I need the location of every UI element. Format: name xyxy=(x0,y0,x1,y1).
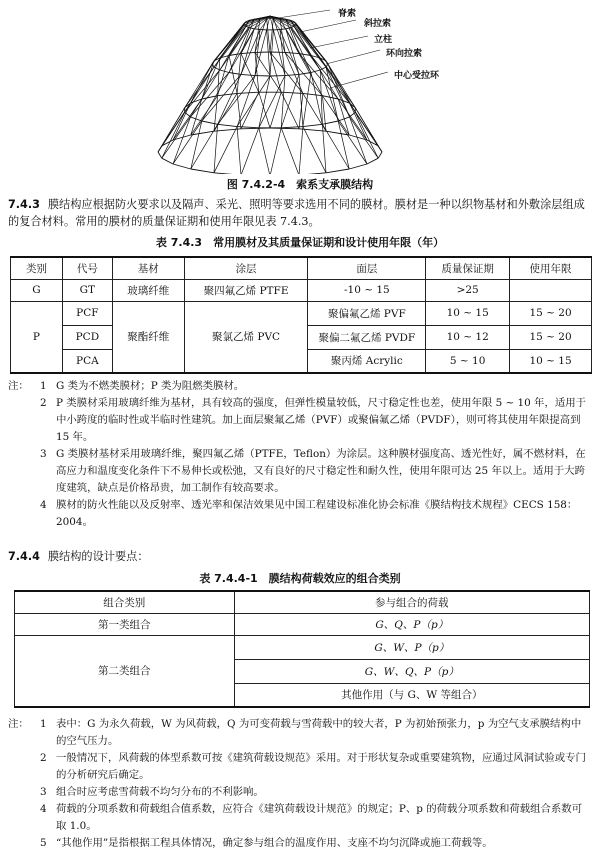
label-column: 立柱 xyxy=(374,35,393,45)
note-number: 2 xyxy=(40,752,47,764)
cell-code: GT xyxy=(62,279,112,301)
cable-line xyxy=(254,29,260,30)
notes-table-7-4-4-1 xyxy=(8,716,590,852)
figure-caption: 图 7.4.2-4 索系支承膜结构 xyxy=(226,178,374,191)
cell-coating: 聚四氟乙烯 PTFE xyxy=(184,279,308,301)
cell-code: PCD xyxy=(62,325,112,349)
cable-line xyxy=(300,20,356,32)
note-number: 3 xyxy=(40,448,47,460)
cell-face: 聚偏氟乙烯 PVF xyxy=(308,301,426,325)
table-row xyxy=(15,635,590,659)
cable-dome-drawing xyxy=(150,2,450,174)
cable-line xyxy=(378,152,382,158)
note-text: 荷载的分项系数和荷载组合值系数，应符合《建筑荷载设计规范》的规定；P、p 的荷载分项系数和荷载组合系数可取 1.0。 xyxy=(56,803,583,832)
label-diagonal-cable: 斜拉索 xyxy=(364,19,392,29)
cable-line xyxy=(185,112,191,117)
note-item xyxy=(8,784,590,801)
header-base: 基材 xyxy=(112,257,184,279)
header-combo-category: 组合类别 xyxy=(15,591,235,613)
cable-line xyxy=(294,26,326,67)
cable-line xyxy=(237,92,259,93)
cable-line xyxy=(162,117,191,158)
cable-line xyxy=(299,129,326,131)
cable-line xyxy=(259,92,270,128)
note-item xyxy=(8,750,590,784)
note-item xyxy=(8,497,590,531)
cell-combo-category: 第一类组合 xyxy=(15,613,235,635)
header-face: 面层 xyxy=(308,257,426,279)
cell-loads: G、W、Q、P（p） xyxy=(234,659,589,683)
header-coating: 涂层 xyxy=(184,257,308,279)
note-number: 4 xyxy=(40,803,47,815)
cable-line xyxy=(326,64,328,67)
cable-line xyxy=(326,169,349,173)
cable-line xyxy=(286,28,291,29)
cable-dome-figure xyxy=(150,2,450,174)
cell-life: 10 ~ 15 xyxy=(510,349,592,373)
cable-line xyxy=(299,54,322,96)
cable-line xyxy=(303,124,323,126)
cable-line xyxy=(173,164,191,169)
cable-line xyxy=(350,103,368,140)
section-number: 7.4.4 xyxy=(8,550,40,563)
cable-line xyxy=(218,124,238,126)
cell-loads: G、Q、P（p） xyxy=(234,613,589,635)
cable-line xyxy=(350,117,379,158)
note-text: P 类膜材采用玻璃纤维为基材，具有较高的强度，但弹性模量较低，尺寸稳定性也差，使用年限 5 ~ 10 年，适用于中小跨度的临时性或半临时性建筑。加上面层聚氟乙烯（PVF）或聚偏氟乙烯（PVDF），则可将其使用年限提高到 15 年。 xyxy=(56,397,587,443)
cell-face: 聚丙烯 Acrylic xyxy=(308,349,426,373)
cell-base: 聚酯纤维 xyxy=(112,301,184,373)
section-text: 膜结构应根据防火要求以及隔声、采光、照明等要求选用不同的膜材。膜材是一种以织物基材和外敷涂层组成的复合材料。常用的膜材的质量保证期和使用年限见表 7.4.3。 xyxy=(8,198,585,228)
note-text: “其他作用”是指根据工程具体情况，确定参与组合的温度作用、支座不均匀沉降或施工荷载等。 xyxy=(56,837,493,849)
section-text: 膜结构的设计要点： xyxy=(47,550,149,563)
label-center-ring: 中心受拉环 xyxy=(394,71,440,81)
note-text: 表中：G 为永久荷载，W 为风荷载，Q 为可变荷载与雪荷载中的较大者，P 为初始预张力，p 为空气支承膜结构中的空气压力。 xyxy=(56,718,582,747)
cable-line xyxy=(281,92,299,129)
cable-line xyxy=(241,128,259,174)
cable-line xyxy=(294,22,320,58)
table-row xyxy=(11,279,592,301)
header-life: 使用年限 xyxy=(510,257,592,279)
cable-line xyxy=(270,128,281,174)
cable-line xyxy=(299,73,311,75)
note-item xyxy=(8,395,590,446)
cell-warranty: 5 ~ 10 xyxy=(426,349,510,373)
cell-category: G xyxy=(11,279,63,301)
cable-line xyxy=(281,76,285,128)
header-warranty: 质量保证期 xyxy=(426,257,510,279)
cell-code: PCA xyxy=(62,349,112,373)
note-item xyxy=(8,835,590,852)
cell-warranty: 10 ~ 15 xyxy=(426,301,510,325)
cable-line xyxy=(237,76,270,127)
cable-line xyxy=(237,127,259,128)
cable-line xyxy=(311,70,320,73)
cell-life: 15 ~ 20 xyxy=(510,325,592,349)
cell-combo-category: 第二类组合 xyxy=(15,635,235,707)
cable-line xyxy=(191,121,202,169)
cable-line xyxy=(310,36,368,48)
section-number: 7.4.3 xyxy=(8,198,40,211)
cable-line xyxy=(350,117,368,164)
table-header-row xyxy=(15,591,590,613)
note-item xyxy=(8,446,590,497)
cable-line xyxy=(281,128,299,174)
cable-line xyxy=(285,52,299,53)
cable-line xyxy=(303,127,326,173)
section-7-4-3 xyxy=(8,196,590,230)
table-7-4-3 xyxy=(10,256,592,374)
cell-coating: 聚氯乙烯 PVC xyxy=(184,301,308,373)
note-text: G 类为不燃类膜材；P 类为阻燃类膜材。 xyxy=(56,380,245,392)
cable-line xyxy=(270,92,281,128)
cell-warranty: >25 xyxy=(426,279,510,301)
note-text: 膜材的防火性能以及反射率、透光率和保洁效果见中国工程建设标准化协会标准《膜结构技术规程》CECS 158：2004。 xyxy=(56,499,578,528)
cable-line xyxy=(299,173,326,174)
note-text: 组合时应考虑雪荷载不均匀分布的不利影响。 xyxy=(56,786,264,798)
table-7-4-4-1 xyxy=(14,590,590,708)
cable-line xyxy=(285,52,303,93)
note-label: 注： xyxy=(8,718,29,730)
cable-line xyxy=(338,121,349,169)
note-item xyxy=(8,716,590,750)
cable-line xyxy=(285,74,299,75)
cable-line xyxy=(270,52,281,92)
note-number: 5 xyxy=(40,837,47,849)
cable-line xyxy=(214,127,237,173)
cable-line xyxy=(173,117,191,164)
cable-line xyxy=(355,108,382,152)
cable-line xyxy=(326,50,380,64)
cable-line xyxy=(281,74,299,127)
cable-line xyxy=(162,158,173,164)
cable-line xyxy=(259,76,270,128)
cable-line xyxy=(281,127,303,128)
cable-line xyxy=(241,52,255,53)
cable-line xyxy=(299,127,303,174)
cell-face: 聚偏二氟乙烯 PVDF xyxy=(308,325,426,349)
section-7-4-4 xyxy=(8,548,590,565)
cable-line xyxy=(218,93,238,95)
cable-line xyxy=(214,173,241,174)
cable-line xyxy=(241,54,259,93)
note-number: 2 xyxy=(40,397,47,409)
cable-line xyxy=(349,164,367,169)
table-row xyxy=(11,301,592,325)
note-number: 4 xyxy=(40,499,47,511)
table-row xyxy=(15,613,590,635)
table-7-4-4-1-caption: 表 7.4.4-1 膜结构荷载效应的组合类别 xyxy=(199,572,401,585)
header-code: 代号 xyxy=(62,257,112,279)
cell-base: 玻璃纤维 xyxy=(112,279,184,301)
note-text: 一般情况下，风荷载的体型系数可按《建筑荷载设规范》采用。对于形状复杂或重要建筑物，应通过风洞试验或专门的分析研究后确定。 xyxy=(56,752,586,781)
cable-line xyxy=(367,158,378,164)
label-hoop-cable: 环向拉索 xyxy=(386,49,423,59)
notes-table-7-4-3 xyxy=(8,378,590,531)
cable-line xyxy=(191,169,214,173)
cable-line xyxy=(259,128,270,174)
cell-life: 15 ~ 20 xyxy=(510,301,592,325)
cable-line xyxy=(158,152,162,158)
note-item xyxy=(8,378,590,395)
cable-line xyxy=(303,93,323,95)
cable-line xyxy=(350,112,356,117)
cable-line xyxy=(214,129,241,131)
note-number: 1 xyxy=(40,380,47,392)
cable-line xyxy=(241,74,255,75)
cable-line xyxy=(259,76,285,128)
note-item xyxy=(8,801,590,835)
note-label: 注： xyxy=(8,380,29,392)
table-7-4-3-caption: 表 7.4.3 常用膜材及其质量保证期和设计使用年限（年） xyxy=(155,236,445,249)
cell-life xyxy=(510,279,592,301)
cell-warranty: 10 ~ 12 xyxy=(426,325,510,349)
header-loads: 参与组合的荷载 xyxy=(234,591,589,613)
header-category: 类别 xyxy=(11,257,63,279)
note-number: 3 xyxy=(40,786,47,798)
cell-loads: G、W、P（p） xyxy=(234,635,589,659)
table-header-row xyxy=(11,257,592,279)
cell-face: -10 ~ 15 xyxy=(308,279,426,301)
cable-line xyxy=(330,72,388,88)
cable-line xyxy=(280,29,286,30)
note-number: 1 xyxy=(40,718,47,730)
note-text: G 类膜材基材采用玻璃纤维，聚四氟乙烯（PTFE，Teflon）为涂层。这种膜材强度高、透光性好，属不燃材料，在高应力和温度变化条件下不易伸长或松弛，又有良好的尺寸稳定性和耐久性，使用年限可达 25 年以上。适用于大跨度建筑，缺点是价格昂贵，加工制作有较高要求。 xyxy=(56,448,586,494)
cable-line xyxy=(278,10,330,18)
cell-category: P xyxy=(11,301,63,373)
cable-line xyxy=(237,127,241,174)
cable-line xyxy=(281,92,303,93)
cell-code: PCF xyxy=(62,301,112,325)
cable-line xyxy=(249,28,254,29)
label-ridge-cable: 脊索 xyxy=(338,9,357,19)
cell-loads: 其他作用（与 G、W 等组合） xyxy=(234,683,589,707)
cable-line xyxy=(326,67,350,117)
